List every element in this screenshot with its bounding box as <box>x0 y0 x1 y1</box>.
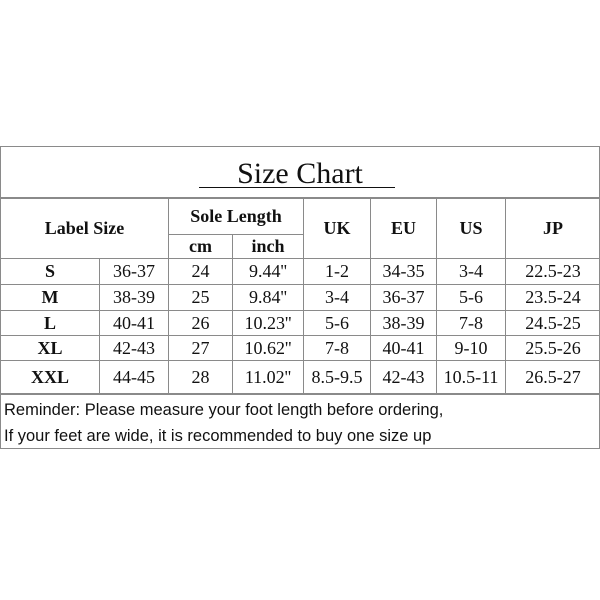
size-range: 44-45 <box>100 361 169 394</box>
eu-value: 42-43 <box>371 361 437 394</box>
header-inch: inch <box>233 235 304 259</box>
size-chart <box>0 146 600 448</box>
header-us: US <box>437 199 506 259</box>
uk-value: 5-6 <box>304 311 371 336</box>
header-sole-length: Sole Length <box>169 199 304 235</box>
eu-value: 40-41 <box>371 336 437 361</box>
us-value: 3-4 <box>437 259 506 285</box>
uk-value: 7-8 <box>304 336 371 361</box>
header-uk: UK <box>304 199 371 259</box>
jp-value: 26.5-27 <box>506 361 600 394</box>
cm-value: 24 <box>169 259 233 285</box>
table-row <box>1 361 600 394</box>
cm-value: 28 <box>169 361 233 394</box>
table-row <box>1 311 600 336</box>
header-label-size: Label Size <box>1 199 169 259</box>
size-range: 36-37 <box>100 259 169 285</box>
reminder-line-1: Reminder: Please measure your foot length before ordering, <box>4 401 444 419</box>
header-eu: EU <box>371 199 437 259</box>
size-label: L <box>1 311 100 336</box>
size-label: S <box>1 259 100 285</box>
table-row <box>1 259 600 285</box>
uk-value: 3-4 <box>304 285 371 311</box>
size-range: 40-41 <box>100 311 169 336</box>
title-row <box>0 146 600 198</box>
inch-value: 11.02'' <box>233 361 304 394</box>
header-cm: cm <box>169 235 233 259</box>
inch-value: 9.84'' <box>233 285 304 311</box>
inch-value: 10.62'' <box>233 336 304 361</box>
jp-value: 25.5-26 <box>506 336 600 361</box>
us-value: 9-10 <box>437 336 506 361</box>
size-range: 42-43 <box>100 336 169 361</box>
size-label: M <box>1 285 100 311</box>
jp-value: 22.5-23 <box>506 259 600 285</box>
header-row <box>1 199 600 235</box>
jp-value: 24.5-25 <box>506 311 600 336</box>
us-value: 5-6 <box>437 285 506 311</box>
cm-value: 26 <box>169 311 233 336</box>
reminder-line-2: If your feet are wide, it is recommended to buy one size up <box>4 427 432 445</box>
eu-value: 34-35 <box>371 259 437 285</box>
table-row <box>1 285 600 311</box>
inch-value: 9.44'' <box>233 259 304 285</box>
reminder-note <box>0 394 600 449</box>
us-value: 10.5-11 <box>437 361 506 394</box>
size-table <box>0 198 600 394</box>
inch-value: 10.23'' <box>233 311 304 336</box>
uk-value: 8.5-9.5 <box>304 361 371 394</box>
eu-value: 36-37 <box>371 285 437 311</box>
size-range: 38-39 <box>100 285 169 311</box>
size-label: XXL <box>1 361 100 394</box>
header-jp: JP <box>506 199 600 259</box>
cm-value: 27 <box>169 336 233 361</box>
uk-value: 1-2 <box>304 259 371 285</box>
cm-value: 25 <box>169 285 233 311</box>
table-row <box>1 336 600 361</box>
title-underline <box>199 187 395 188</box>
us-value: 7-8 <box>437 311 506 336</box>
jp-value: 23.5-24 <box>506 285 600 311</box>
size-label: XL <box>1 336 100 361</box>
chart-title: Size Chart <box>237 157 363 190</box>
eu-value: 38-39 <box>371 311 437 336</box>
